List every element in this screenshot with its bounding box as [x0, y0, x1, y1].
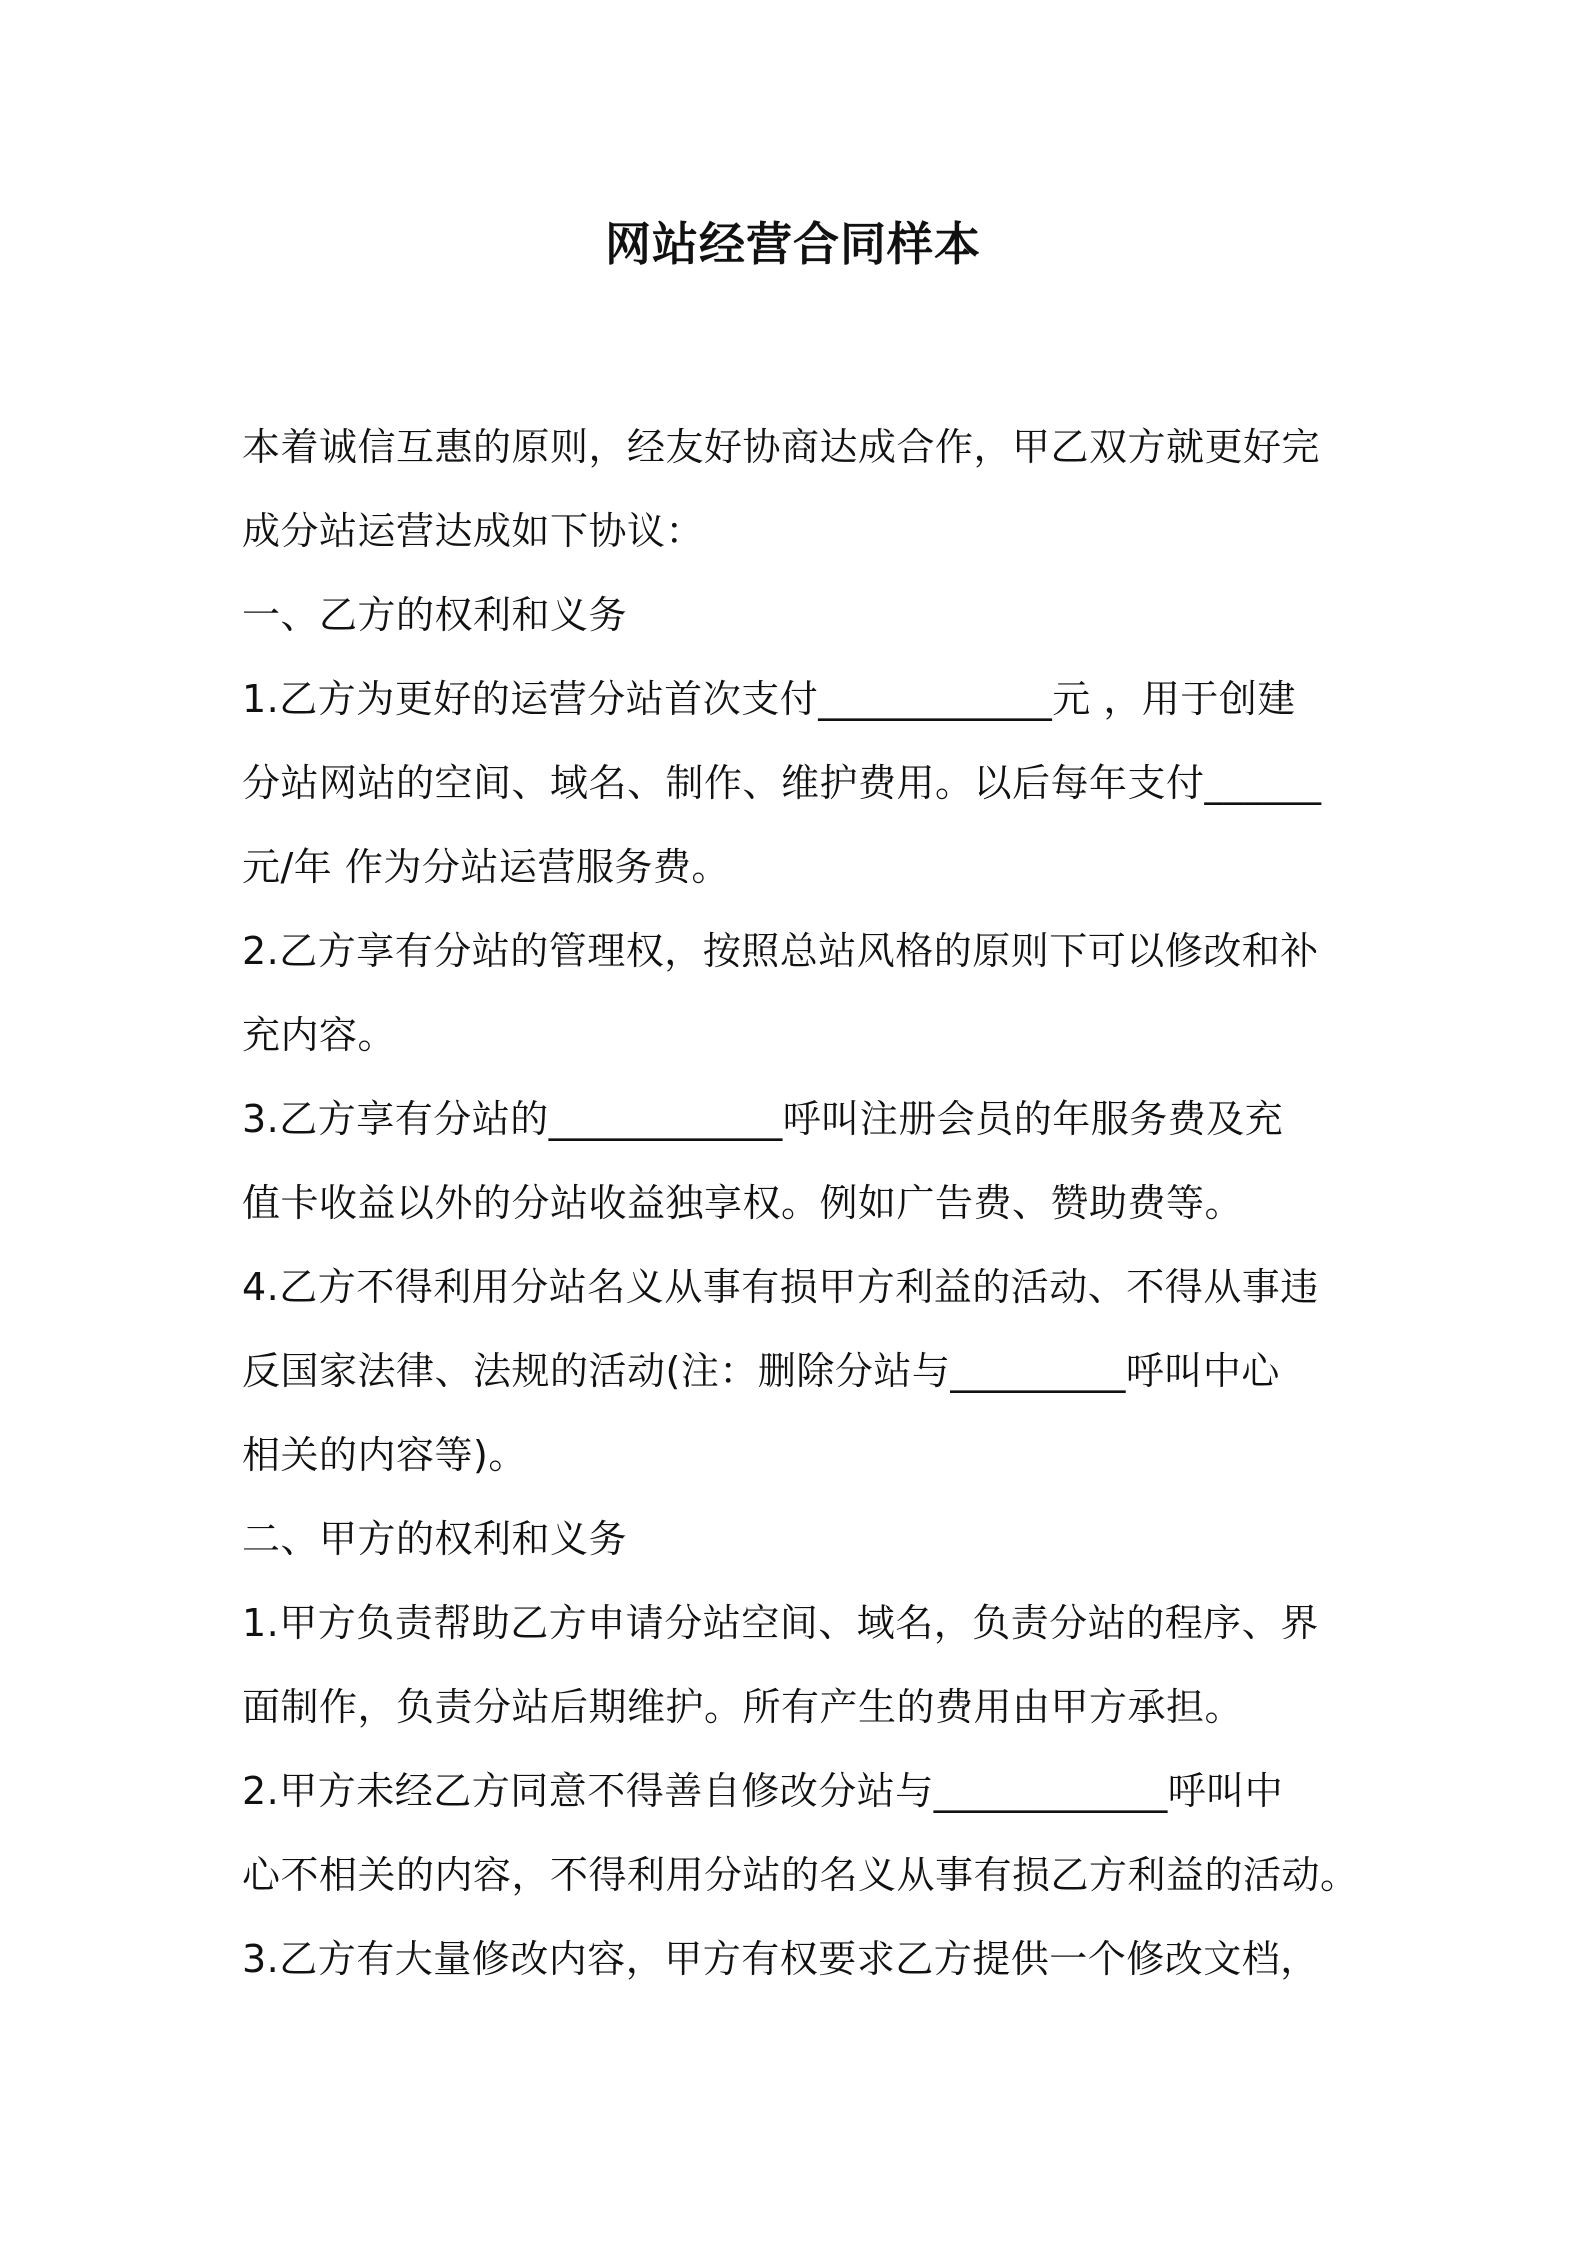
paragraph-line: 4.乙方不得利用分站名义从事有损甲方利益的活动、不得从事违 — [242, 1265, 1319, 1309]
section-heading: 一、乙方的权利和义务 — [242, 593, 628, 637]
section-heading: 二、甲方的权利和义务 — [242, 1517, 628, 1561]
paragraph-line: 2.乙方享有分站的管理权，按照总站风格的原则下可以修改和补 — [242, 929, 1319, 973]
paragraph-line: 3.乙方享有分站的____________呼叫注册会员的年服务费及充 — [242, 1097, 1284, 1141]
paragraph-line: 分站网站的空间、域名、制作、维护费用。以后每年支付______ — [242, 761, 1322, 805]
paragraph-line: 值卡收益以外的分站收益独享权。例如广告费、赞助费等。 — [242, 1181, 1244, 1225]
paragraph-line: 本着诚信互惠的原则，经友好协商达成合作，甲乙双方就更好完 — [242, 425, 1321, 469]
paragraph-line: 相关的内容等)。 — [242, 1433, 527, 1477]
paragraph-line: 反国家法律、法规的活动(注：删除分站与_________呼叫中心 — [242, 1349, 1280, 1393]
paragraph-line: 充内容。 — [242, 1013, 397, 1057]
paragraph-line: 2.甲方未经乙方同意不得善自修改分站与____________呼叫中 — [242, 1769, 1284, 1813]
paragraph-line: 心不相关的内容，不得利用分站的名义从事有损乙方利益的活动。 — [242, 1853, 1359, 1897]
paragraph-line: 面制作，负责分站后期维护。所有产生的费用由甲方承担。 — [242, 1685, 1244, 1729]
paragraph-line: 1.甲方负责帮助乙方申请分站空间、域名，负责分站的程序、界 — [242, 1601, 1319, 1645]
document-title: 网站经营合同样本 — [605, 217, 981, 271]
document-body — [242, 405, 1362, 2001]
paragraph-line: 3.乙方有大量修改内容，甲方有权要求乙方提供一个修改文档， — [242, 1937, 1319, 1981]
paragraph-line: 元/年 作为分站运营服务费。 — [242, 845, 730, 889]
paragraph-line: 1.乙方为更好的运营分站首次支付____________元 ，用于创建 — [242, 677, 1296, 721]
paragraph-line: 成分站运营达成如下协议： — [242, 509, 705, 553]
